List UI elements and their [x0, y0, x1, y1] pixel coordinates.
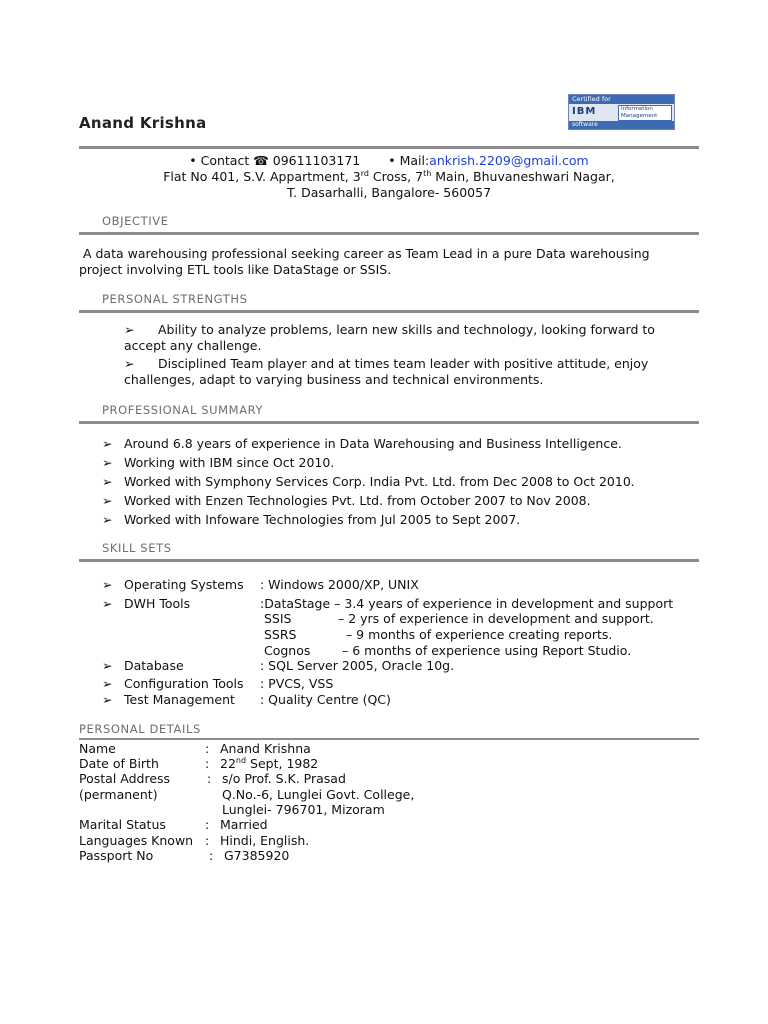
arrow-bullet-icon: ➢	[102, 676, 113, 691]
skills-divider	[79, 559, 699, 562]
ibm-logo-icon: IBM	[572, 106, 597, 117]
arrow-bullet-icon: ➢	[102, 692, 113, 707]
address-line-2: T. Dasarhalli, Bangalore- 560057	[286, 185, 492, 200]
badge-product-line2: Management	[621, 113, 658, 119]
skill-subrow-ssis: SSIS – 2 yrs of experience in development and support.	[264, 611, 654, 626]
objective-heading: OBJECTIVE	[102, 214, 169, 228]
candidate-name: Anand Krishna	[79, 114, 207, 132]
strengths-heading: PERSONAL STRENGTHS	[102, 292, 248, 306]
badge-product	[618, 105, 672, 121]
header-divider	[79, 146, 699, 149]
ibm-certification-badge	[568, 94, 675, 130]
arrow-bullet-icon: ➢	[102, 512, 113, 527]
arrow-bullet-icon: ➢	[102, 493, 113, 508]
summary-heading: PROFESSIONAL SUMMARY	[102, 403, 264, 417]
list-item: ➢ Working with IBM since Oct 2010.	[102, 455, 335, 470]
badge-product-line1: Information	[621, 106, 653, 112]
arrow-bullet-icon: ➢	[124, 356, 135, 371]
contact-block	[79, 153, 699, 201]
personal-heading: PERSONAL DETAILS	[79, 722, 201, 736]
strengths-divider	[79, 310, 699, 313]
summary-divider	[79, 421, 699, 424]
summary-list	[102, 434, 635, 529]
objective-divider	[79, 232, 699, 235]
strength-item: ➢ Disciplined Team player and at times team leader with positive attitude, enjoy challenges, adapt to varying business and technical environments.	[124, 356, 649, 387]
badge-body	[569, 104, 674, 122]
skill-subrow-cognos: Cognos – 6 months of experience using Report Studio.	[264, 643, 632, 658]
address-line-1: Flat No 401, S.V. Appartment, 3rd Cross, 7th Main, Bhuvaneshwari Nagar,	[163, 168, 615, 184]
arrow-bullet-icon: ➢	[102, 596, 113, 611]
objective-text: A data warehousing professional seeking career as Team Lead in a pure Data warehousing project involving ETL tools like DataStage or SSIS.	[79, 246, 650, 277]
contact-line	[79, 153, 699, 169]
mail-label: • Mail:	[388, 153, 430, 168]
badge-bottom-text: software	[569, 121, 674, 129]
arrow-bullet-icon: ➢	[124, 322, 135, 337]
skills-heading: SKILL SETS	[102, 541, 172, 555]
list-item: ➢ Worked with Symphony Services Corp. India Pvt. Ltd. from Dec 2008 to Oct 2010.	[102, 474, 635, 489]
resume-page: Anand Krishna Certified for IBM Information Management software • Contact ☎ 09611103171 • Mail:ankrish.2209@gmail.com Flat No 401, S.V. Appartment, 3rd Cross, 7th Main, Bhuvaneshwari Nagar, T. Dasarhalli, Bangalore- 560057 OBJECTIVE A data warehousing professional seeking career as Team Lead in a pure Data warehousing project involving ETL tools like DataStage or SSIS. PERSONAL STRENGTHS ➢ Ability to analyze problems, learn new skills and technology, looking forward to accept any challenge. ➢ Disciplined Team player and at times team leader with positive attitude, enjoy challenges, adapt to varying business and technical environments. PROFESSIONAL SUMMARY ➢ Around 6.8 years of experience in Data Warehousing and Business Intelligence. ➢ Working with IBM since Oct 2010. ➢ Worked with Symphony Services Corp. India Pvt. Ltd. from Dec 2008 to Oct 2010. ➢ Worked with Enzen Technologies Pvt. Ltd. from October 2007 to Nov 2008. ➢ Worked with Infoware Technologies from Jul 2005 to Sept 2007. SKILL SETS ➢ Operating Systems : Windows 2000/XP, UNIX ➢ DWH Tools :DataStage – 3.4 years of experience in development and support SSIS – 2 yrs of experience in development and support. SSRS – 9 months of experience creating reports. Cognos – 6 months of experience using Report Studio. ➢ Database : SQL Server 2005, Oracle 10g. ➢ Configuration Tools : PVCS, VSS ➢ Test Management : Quality Centre (QC) PERSONAL DETAILS Name : Anand Krishna Date of Birth : 22nd Sept, 1982 Postal Address : s/o Prof. S.K. Prasad (permanent) Q.No.-6, Lunglei Govt. College, Lunglei- 796701, Mizoram Marital Status : Married Languages Known : Hindi, English. Passport No : G7385920	[0, 0, 768, 1024]
arrow-bullet-icon: ➢	[102, 474, 113, 489]
email-link[interactable]: ankrish.2209@gmail.com	[429, 153, 589, 168]
skill-subrow-ssrs: SSRS – 9 months of experience creating reports.	[264, 627, 613, 642]
contact-phone: • Contact ☎ 09611103171	[189, 153, 361, 168]
list-item: ➢ Worked with Infoware Technologies from Jul 2005 to Sept 2007.	[102, 512, 521, 527]
badge-top-text: Certified for	[569, 95, 674, 104]
list-item: ➢ Worked with Enzen Technologies Pvt. Ltd. from October 2007 to Nov 2008.	[102, 493, 591, 508]
list-item: ➢ Around 6.8 years of experience in Data Warehousing and Business Intelligence.	[102, 436, 622, 451]
arrow-bullet-icon: ➢	[102, 455, 113, 470]
arrow-bullet-icon: ➢	[102, 658, 113, 673]
arrow-bullet-icon: ➢	[102, 436, 113, 451]
strength-item: ➢ Ability to analyze problems, learn new skills and technology, looking forward to accept any challenge.	[124, 322, 655, 353]
personal-divider	[79, 738, 699, 740]
arrow-bullet-icon: ➢	[102, 577, 113, 592]
